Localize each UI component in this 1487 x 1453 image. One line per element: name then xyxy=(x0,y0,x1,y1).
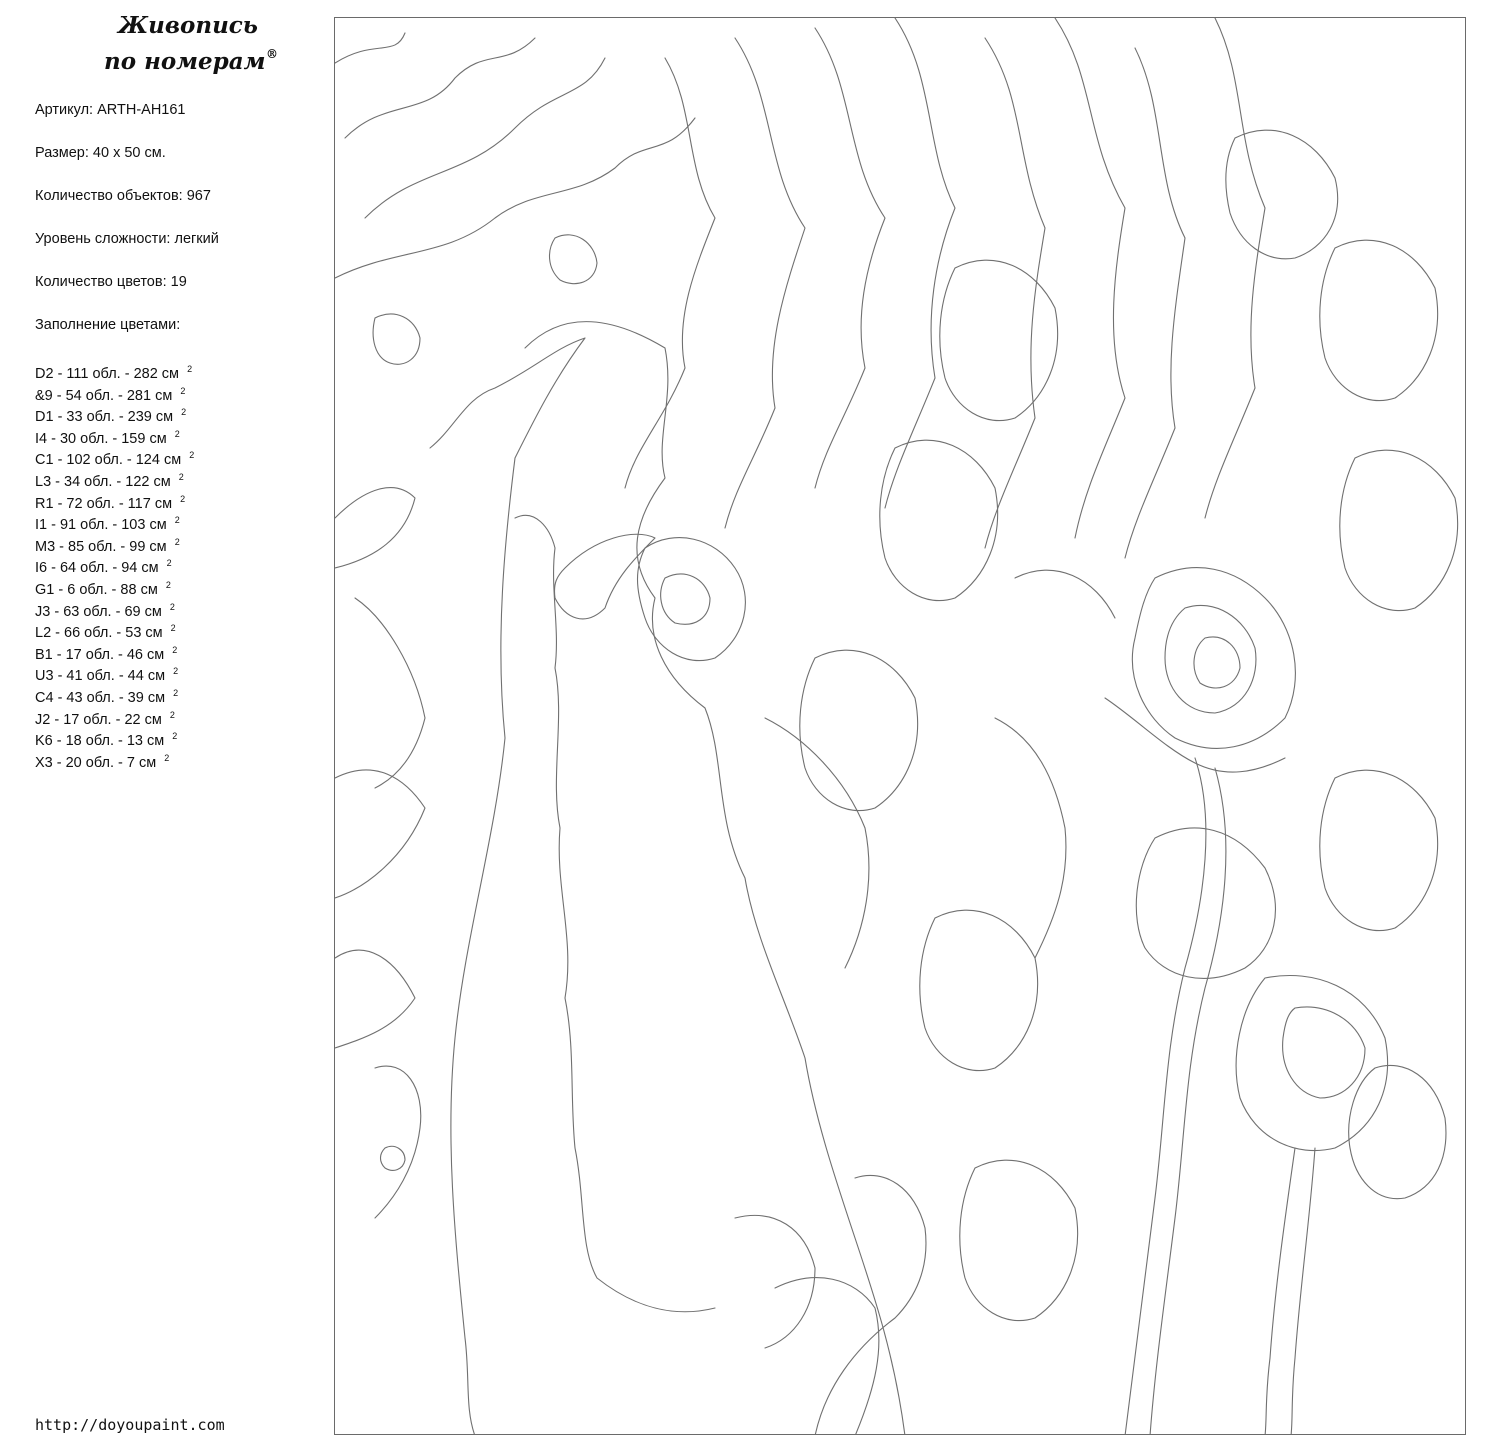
color-row-unit-exponent: 2 xyxy=(169,601,175,612)
color-row xyxy=(35,618,194,640)
color-row xyxy=(35,359,194,381)
color-row-unit-exponent: 2 xyxy=(178,471,184,482)
color-row-unit-exponent: 2 xyxy=(180,493,186,504)
color-fill-list xyxy=(35,359,194,769)
color-row-unit-exponent: 2 xyxy=(172,731,178,742)
color-row-unit-exponent: 2 xyxy=(170,623,176,634)
color-row-text: L3 - 34 обл. - 122 см xyxy=(35,473,171,490)
color-row-text: X3 - 20 обл. - 7 см xyxy=(35,754,157,771)
color-row-unit-exponent: 2 xyxy=(169,709,175,720)
color-row xyxy=(35,661,194,683)
color-row xyxy=(35,489,194,511)
color-row-text: B1 - 17 обл. - 46 см xyxy=(35,646,165,663)
color-row-text: U3 - 41 обл. - 44 см xyxy=(35,668,166,685)
color-row xyxy=(35,726,194,748)
fill-heading: Заполнение цветами: xyxy=(35,317,181,333)
color-row-text: I4 - 30 обл. - 159 см xyxy=(35,430,167,447)
difficulty-label: Уровень сложности: xyxy=(35,231,175,247)
color-row xyxy=(35,402,194,424)
color-row-text: &9 - 54 обл. - 281 см xyxy=(35,387,173,404)
color-row-unit-exponent: 2 xyxy=(173,666,179,677)
color-row-text: J2 - 17 обл. - 22 см xyxy=(35,711,162,728)
color-row xyxy=(35,575,194,597)
registered-mark: ® xyxy=(266,47,278,61)
color-row-unit-exponent: 2 xyxy=(164,752,170,763)
color-row-text: D2 - 111 обл. - 282 см xyxy=(35,366,180,382)
brand-title-line2: по номерам xyxy=(104,48,266,75)
color-row-text: I1 - 91 обл. - 103 см xyxy=(35,517,167,534)
color-row-text: K6 - 18 обл. - 13 см xyxy=(35,733,165,750)
size-value: 40 х 50 см. xyxy=(92,145,166,161)
color-row-text: I6 - 64 обл. - 94 см xyxy=(35,560,159,577)
article-value: ARTH-AH161 xyxy=(97,102,186,118)
color-row-unit-exponent: 2 xyxy=(181,407,187,418)
color-row-text: L2 - 66 обл. - 53 см xyxy=(35,625,163,642)
color-row xyxy=(35,640,194,662)
brand-title-line1: Живопись xyxy=(118,12,258,39)
objects-label: Количество объектов: xyxy=(35,188,187,204)
color-row xyxy=(35,683,194,705)
color-row xyxy=(35,510,194,532)
color-row xyxy=(35,553,194,575)
color-row xyxy=(35,705,194,727)
color-row-text: J3 - 63 обл. - 69 см xyxy=(35,603,162,620)
color-row-text: D1 - 33 обл. - 239 см xyxy=(35,409,174,426)
color-row-unit-exponent: 2 xyxy=(187,364,193,374)
article-line xyxy=(35,101,186,119)
colors-count-value: 19 xyxy=(170,274,187,290)
color-row-unit-exponent: 2 xyxy=(180,385,186,396)
color-row-unit-exponent: 2 xyxy=(174,428,180,439)
difficulty-value: легкий xyxy=(174,231,219,247)
objects-line xyxy=(35,187,211,205)
color-row-text: R1 - 72 обл. - 117 см xyxy=(35,495,173,512)
size-label: Размер: xyxy=(35,145,93,161)
color-row xyxy=(35,532,194,554)
website-url[interactable]: http://doyoupaint.com xyxy=(35,1416,225,1434)
color-row-text: C1 - 102 обл. - 124 см xyxy=(35,452,182,469)
color-row-unit-exponent: 2 xyxy=(174,515,180,526)
colors-count-line xyxy=(35,273,187,291)
line-art-drawing xyxy=(335,18,1466,1435)
paint-by-number-canvas xyxy=(334,17,1466,1435)
article-label: Артикул: xyxy=(35,102,98,118)
difficulty-line xyxy=(35,230,219,248)
color-row-unit-exponent: 2 xyxy=(173,687,179,698)
color-row-unit-exponent: 2 xyxy=(189,450,195,461)
color-row-text: G1 - 6 обл. - 88 см xyxy=(35,581,158,598)
color-row-unit-exponent: 2 xyxy=(166,558,172,569)
color-row xyxy=(35,467,194,489)
color-row-text: M3 - 85 обл. - 99 см xyxy=(35,538,167,555)
color-row-unit-exponent: 2 xyxy=(174,536,180,547)
color-row xyxy=(35,445,194,467)
color-row xyxy=(35,381,194,403)
color-row xyxy=(35,424,194,446)
color-row-unit-exponent: 2 xyxy=(172,644,178,655)
color-row-text: C4 - 43 обл. - 39 см xyxy=(35,689,166,706)
color-row xyxy=(35,597,194,619)
size-line xyxy=(35,144,166,162)
color-row xyxy=(35,748,194,770)
color-row-unit-exponent: 2 xyxy=(165,579,171,590)
colors-count-label: Количество цветов: xyxy=(35,274,171,290)
objects-value: 967 xyxy=(186,188,211,204)
